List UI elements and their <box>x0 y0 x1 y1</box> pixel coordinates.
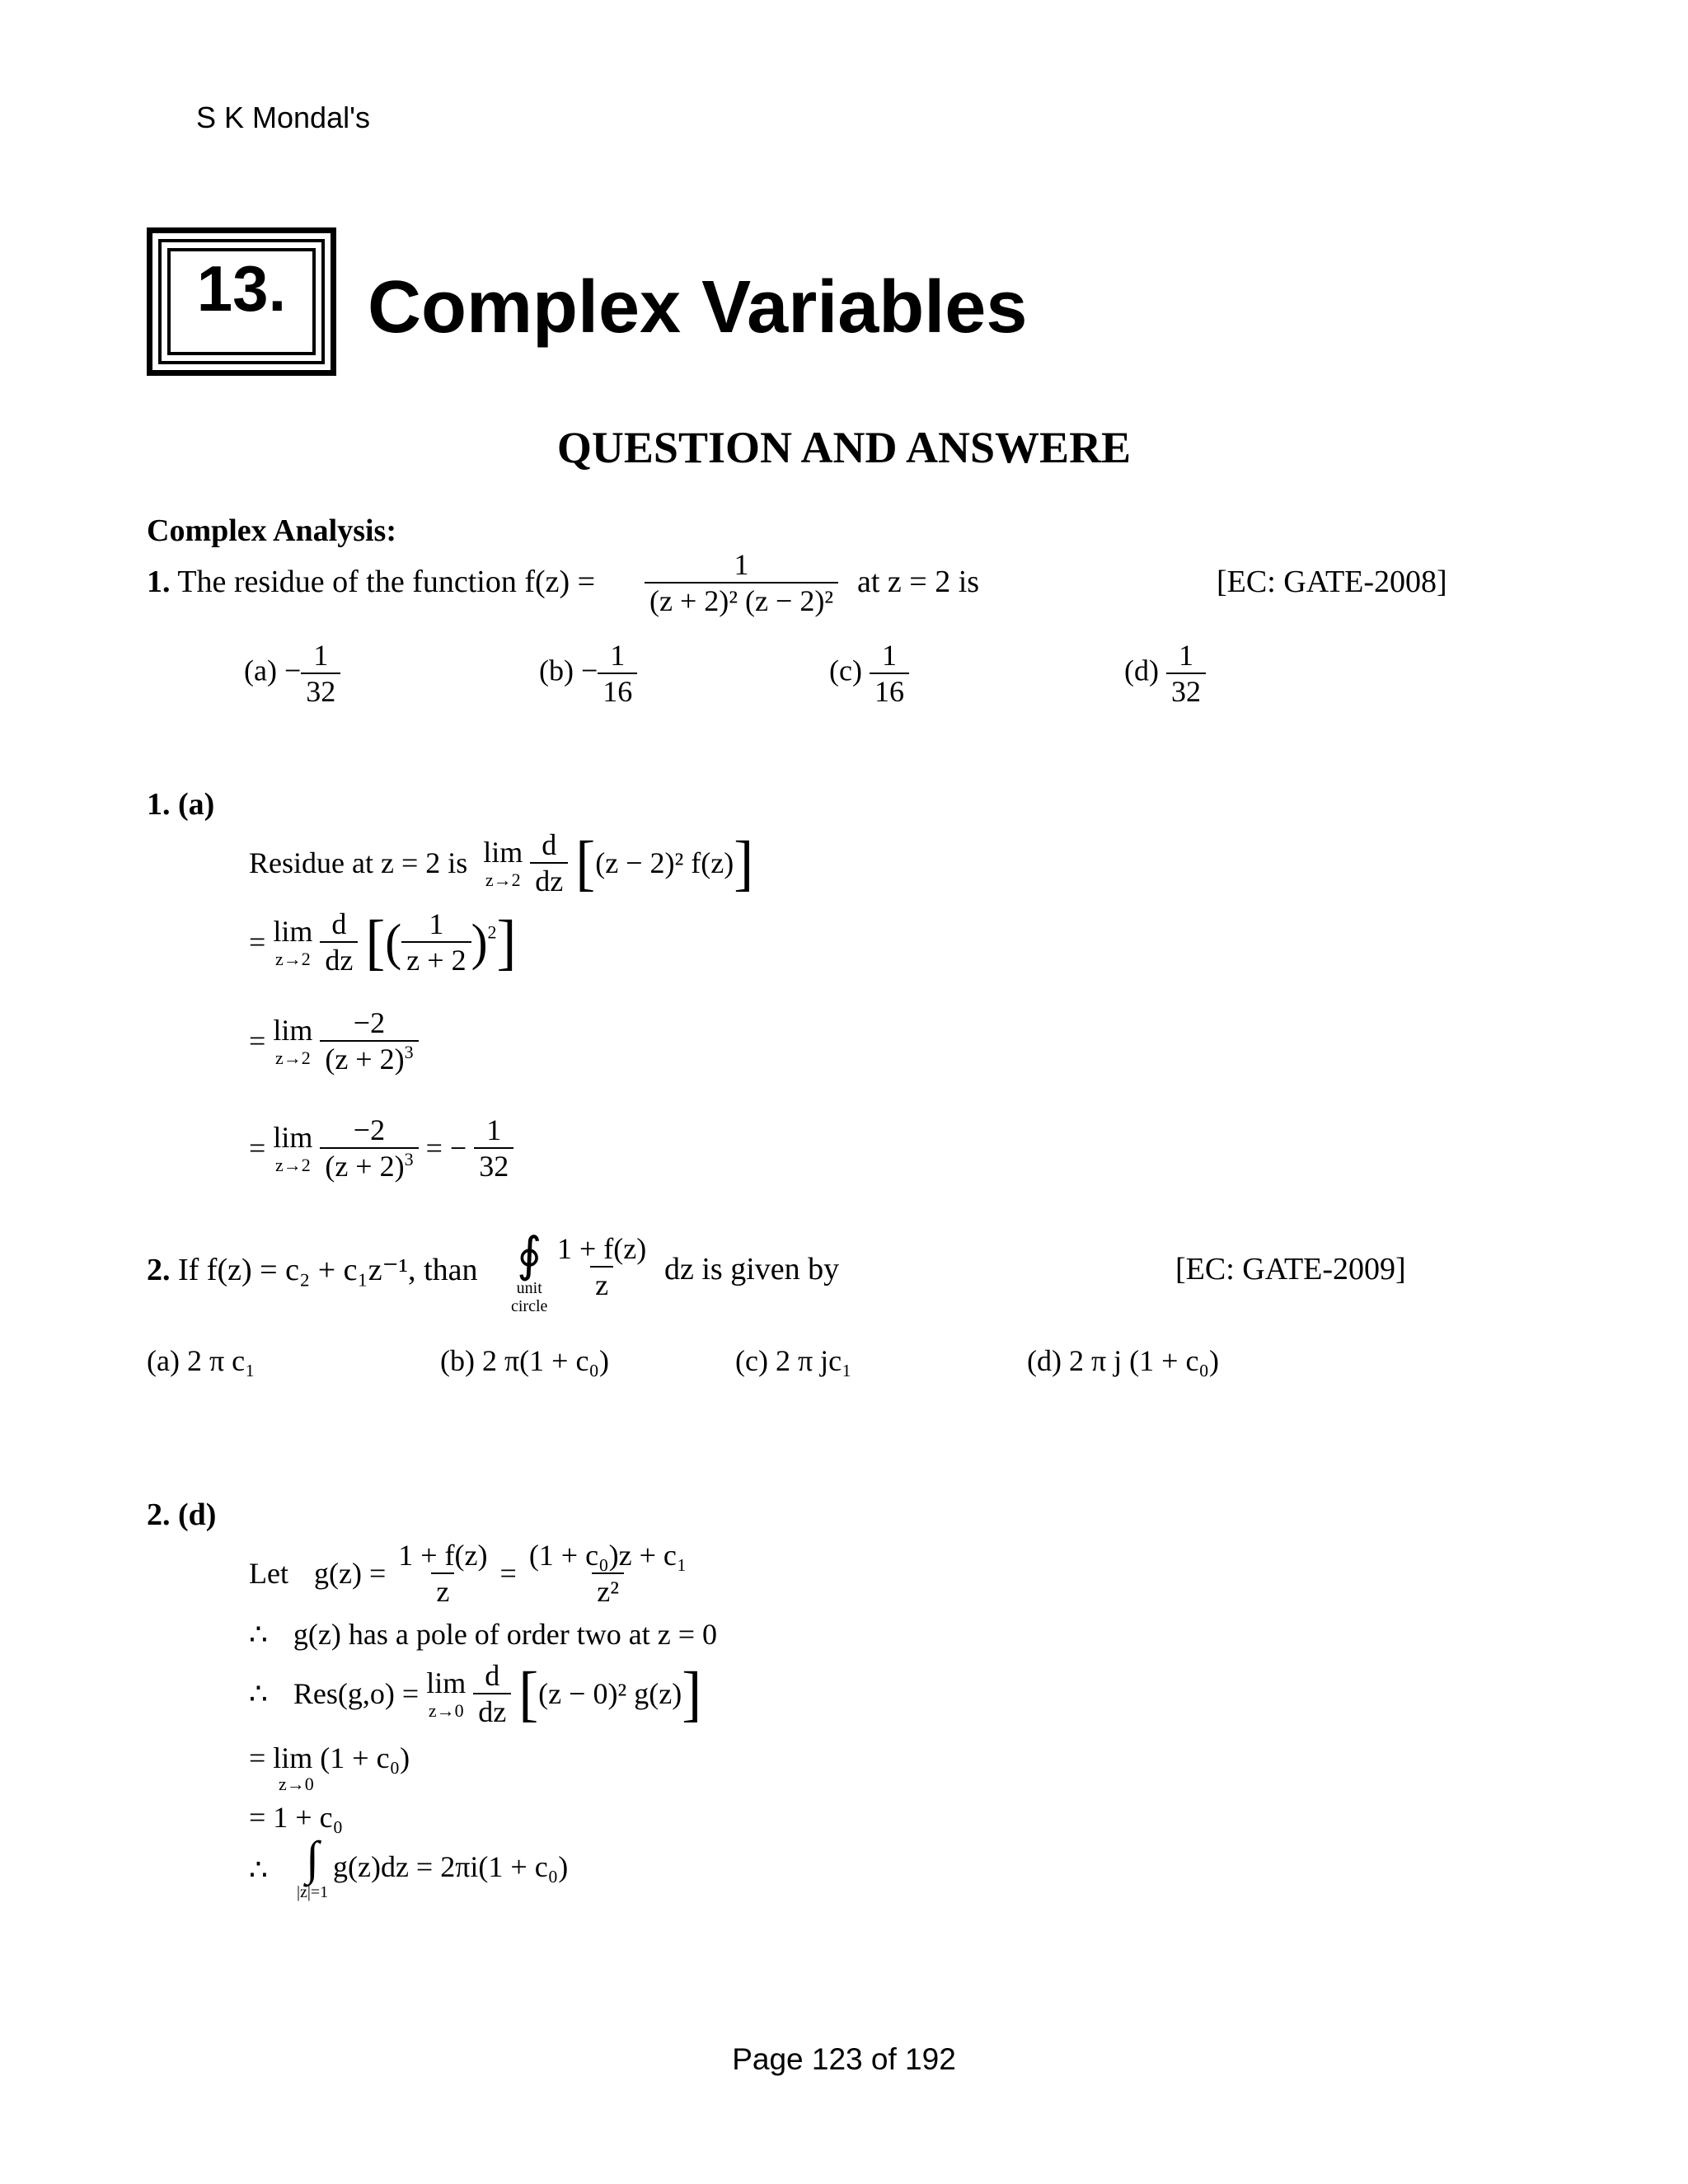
a2-line4: = lim (1 + c₀) <box>249 1741 410 1774</box>
q1-option-a: (a) − $\frac{1}{32}$ <box>244 638 340 709</box>
q2-option-a: (a) 2 π c₁ <box>147 1344 256 1377</box>
q1-number: 1. <box>147 565 171 599</box>
a2-line6-body: g(z)dz = 2πi(1 + c₀) <box>333 1850 569 1883</box>
a2-line3: ∴ Res(g,o) = lim z→0 $\frac{d}{dz}$ [(z − 0)² g(z)] <box>249 1659 702 1728</box>
q2-option-b: (b) 2 π(1 + c₀) <box>440 1344 609 1377</box>
q1-frac-den: (z + 2)² (z − 2)² <box>645 582 838 618</box>
a1-heading: 1. (a) <box>147 787 215 822</box>
a2-line5: = 1 + c₀ <box>249 1801 344 1834</box>
a2-line1: Let g(z) = $\frac{1 + f(z)}{z}$ = $\frac{\text{(1 + c₀)z + c₁}}{\text{z²}}$ <box>249 1539 687 1608</box>
q1-fraction <box>645 547 838 618</box>
a2-heading: 2. (d) <box>147 1497 217 1532</box>
header-author: S K Mondal's <box>196 101 370 134</box>
q2-fraction: $\frac{1 + f(z)}{z}$ <box>557 1232 647 1301</box>
a2-line2: ∴ g(z) has a pole of order two at z = 0 <box>249 1618 718 1651</box>
chapter-number-box <box>147 227 336 376</box>
q1-option-b: (b) − $\frac{1}{16}$ <box>539 638 637 709</box>
q1-source: [EC: GATE-2008] <box>1217 565 1447 599</box>
a2-line6: ∴ <box>249 1853 268 1886</box>
a2-integral: ∫ |z|=1 <box>297 1831 329 1901</box>
chapter-title: Complex Variables <box>368 266 1028 349</box>
q1-text-before: The residue of the function f(z) = <box>177 565 596 599</box>
q2-source: [EC: GATE-2009] <box>1175 1252 1406 1286</box>
q2-option-d: (d) 2 π j (1 + c₀) <box>1027 1344 1219 1377</box>
q1-text-after: at z = 2 is <box>857 565 980 599</box>
a1-line4: = lim z→2 $\frac{-2}{(z + 2)^3}$ = − $\frac{1}{32}$ <box>249 1113 513 1183</box>
a1-line1: Residue at z = 2 is lim z→2 $\frac{d}{dz}$ [(z − 2)² f(z)] <box>249 828 754 898</box>
a1-line2: = lim z→2 $\frac{d}{dz}$ [( $\frac{1}{z + 2}$ )$^2$] <box>249 907 517 977</box>
chapter-number: 13. <box>196 252 287 325</box>
q2-option-c: (c) 2 π jc₁ <box>735 1344 852 1377</box>
a1-line3: = lim z→2 $\frac{-2}{(z + 2)^3}$ <box>249 1005 419 1076</box>
q2-text-after: dz is given by <box>664 1252 840 1286</box>
q1-option-c: (c) $\frac{1}{16}$ <box>829 638 909 709</box>
a2-line4-sub: z→0 <box>279 1774 314 1794</box>
subsection-title: Complex Analysis: <box>147 513 396 548</box>
q1-option-d: (d) $\frac{1}{32}$ <box>1124 638 1206 709</box>
page-number: Page 123 of 192 <box>732 2042 956 2076</box>
q2-contour-integral: ∮ unit circle <box>511 1228 548 1315</box>
q2-text: 2. If f(z) = c₂ + c₁z⁻¹, than <box>147 1253 478 1287</box>
q1-frac-num: 1 <box>734 548 749 581</box>
q1-text <box>147 564 595 600</box>
section-title: QUESTION AND ANSWERE <box>556 423 1132 472</box>
